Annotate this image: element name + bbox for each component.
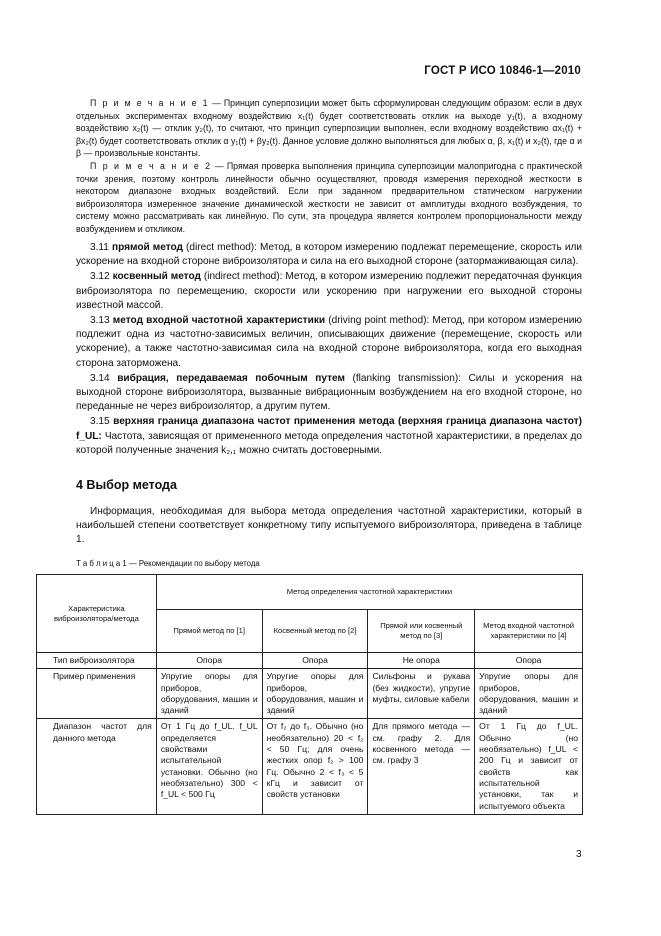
page-number: 3 [576, 849, 582, 860]
definitions [76, 241, 582, 459]
table-cell: От f₂ до f₃. Обычно (но необязательно) 20 < f₂ < 50 Гц; для очень жестких опор f₂ > 100 Гц. Обычно 2 < f₃ < 5 кГц и зависит от свойств установки [262, 719, 368, 814]
definition-number: 3.14 [90, 372, 110, 384]
definition-text: Частота, зависящая от примененного метода определения частотной характеристики, в пределах до которой полученные значения k₂,₁ можно считать достоверными. [76, 430, 582, 456]
definition-number: 3.15 [90, 416, 110, 428]
table-row [37, 653, 583, 669]
table-cell: Упругие опоры для приборов, оборудования, машин и зданий [262, 669, 368, 719]
table-cell: Упругие опоры для приборов, оборудования, машин и зданий [475, 669, 583, 719]
definition-3-11 [76, 241, 582, 269]
table-head-left: Характеристика виброизолятора/метода [37, 575, 157, 653]
definition-text: (flanking transmission): Силы и ускорения на выходной стороне виброизолятора, вызванные вибрационным возбуждением на его входной стороне, но переданные не через виброизолятор, а другим путем. [76, 372, 582, 413]
table-head-group: Метод определения частотной характеристики [156, 575, 582, 610]
definition-term: прямой метод [111, 242, 183, 253]
table-cell: От 1 Гц до f_UL. f_UL определяется свойствами испытательной установки. Обычно (но необязательно) 300 < f_UL < 500 Гц [156, 719, 262, 814]
definition-number: 3.11 [90, 242, 109, 253]
definition-number: 3.12 [90, 271, 110, 283]
table-cell: От 1 Гц до f_UL. Обычно (но необязательно) f_UL < 200 Гц и зависит от свойств как испытательной установки, так и испытуемого объекта [475, 719, 583, 814]
row-label: Пример применения [37, 669, 157, 719]
table-row [37, 719, 583, 814]
table-cell: Сильфоны и рукава (без жидкости), упругие муфты, силовые кабели [368, 669, 475, 719]
table-cell: Не опора [368, 653, 475, 669]
note-2 [76, 160, 582, 235]
table-caption: Т а б л и ц а 1 — Рекомендации по выбору метода [76, 559, 260, 568]
definition-term: косвенный метод [112, 271, 201, 283]
table-head-col: Прямой или косвенный метод по [3] [368, 610, 475, 653]
note-2-label: П р и м е ч а н и е 2 [90, 161, 212, 171]
document-header: ГОСТ Р ИСО 10846-1—2010 [424, 65, 581, 77]
definition-text: (driving point method): Метод, при котором измерению подлежит одна из частотно-зависимых величин, описывающих движение (перемещение, скорость или ускорение), а также частотно-зависимая сила на входной стороне виброизолятора, когда его выходная сторона заторможена. [76, 315, 582, 369]
table-cell: Опора [475, 653, 583, 669]
section-title: 4 Выбор метода [76, 478, 177, 492]
row-label: Тип виброизолятора [37, 653, 157, 669]
table-head-col: Прямой метод по [1] [156, 610, 262, 653]
definition-term: верхняя граница диапазона частот применения метода (верхняя граница диапазона частот) f_UL: [76, 416, 582, 442]
method-table [36, 574, 583, 815]
table-header-row [37, 575, 583, 610]
note-2-text: — Прямая проверка выполнения принципа суперпозиции малопригодна с практической точки зрения, поэтому контроль линейности обычно осуществляют, проводя измерения переходной жесткости в некотором диапазоне входных воздействий. Если при заданном предварительном статическом нагружении виброизолятора измеренное значение динамической жесткости не зависит от амплитуды входного возбуждения, то систему можно рассматривать как линейную. По сути, эта процедура является контролем пропорциональности между возбуждением и откликом. [76, 161, 582, 234]
definition-term: метод входной частотной характеристики [112, 315, 326, 327]
definition-number: 3.13 [90, 315, 110, 327]
note-1-label: П р и м е ч а н и е 1 [90, 98, 210, 108]
section-intro: Информация, необходимая для выбора метода определения частотной характеристики, который в наибольшей степени соответствует конкретному типу испытуемого виброизолятора, приведена в таблице 1. [76, 506, 582, 546]
definition-3-12 [76, 270, 582, 313]
definition-text: (direct method): Метод, в котором измерению подлежат перемещение, скорость или ускорение на входной стороне виброизолятора и сила на его выходной стороне (затормаживающая сила). [76, 242, 582, 268]
note-1-text: — Принцип суперпозиции может быть сформулирован следующим образом: если в двух отдельных экспериментах входному воздействию x₁(t) будет соответствовать отклик на выходе y₁(t), а входному воздействию x₂(t) — отклик y₂(t), то считают, что принцип суперпозиции выполнен, если входному воздействию αx₁(t) + βx₂(t) будет соответствовать отклик α y₁(t) + βy₂(t). Данное условие должно выполняться для любых α, β, x₁(t) и x₂(t), где α и β — произвольные константы. [76, 98, 582, 158]
table-cell: Упругие опоры для приборов, оборудования, машин и зданий [156, 669, 262, 719]
table-cell: Опора [156, 653, 262, 669]
note-1 [76, 97, 582, 160]
table-head-col: Косвенный метод по [2] [262, 610, 368, 653]
row-label: Диапазон частот для данного метода [37, 719, 157, 814]
table-row [37, 669, 583, 719]
definition-text: (indirect method): Метод, в котором измерению подлежит передаточная функция виброизолятора по перемещению, скорости или ускорению при нагружении его выходной стороны известной массой. [76, 271, 582, 311]
definition-3-15 [76, 415, 582, 458]
definition-3-14 [76, 372, 582, 415]
table-cell: Для прямого метода — см. графу 2. Для косвенного метода — см. графу 3 [368, 719, 475, 814]
table-head-col: Метод входной частотной характеристики по [4] [475, 610, 583, 653]
definition-3-13 [76, 314, 582, 371]
definition-term: вибрация, передаваемая побочным путем [117, 372, 345, 384]
table-cell: Опора [262, 653, 368, 669]
